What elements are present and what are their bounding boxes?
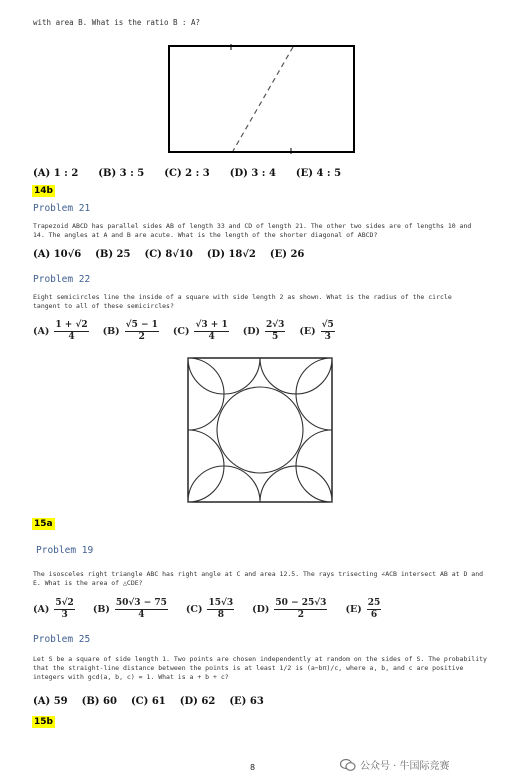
numerator: 1 + √2 — [55, 320, 88, 330]
option-label: (D) — [242, 326, 260, 337]
option-e — [345, 598, 383, 621]
answer-a: (A) 1 : 2 — [33, 168, 79, 179]
answer-b: (B) 60 — [81, 696, 117, 707]
denominator: 6 — [370, 610, 378, 620]
option-label: (C) — [185, 604, 203, 615]
fraction — [194, 320, 228, 343]
wechat-icon — [340, 758, 356, 772]
answer-b: (B) 25 — [95, 249, 131, 260]
semicircles-diagram — [187, 357, 333, 503]
numerator: 5√2 — [55, 598, 74, 608]
problem-21-title: Problem 21 — [33, 203, 91, 214]
page-number: 8 — [250, 763, 256, 772]
option-b — [103, 320, 161, 343]
problem-25-text: Let S be a square of side length 1. Two points are chosen independently at random on the sides of S. The probability that the straight-line distance between the points is at least 1/2 is (a−bπ)/c, where a, b, and c are positive integers with gcd(a, b, c) = 1. What is a + b + c? — [33, 655, 487, 681]
tag-15a: 15a — [34, 519, 53, 529]
answer-d: (D) 3 : 4 — [229, 168, 276, 179]
problem-25-title: Problem 25 — [33, 634, 91, 645]
fraction — [125, 320, 159, 343]
option-label: (B) — [102, 326, 120, 337]
answer-c: (C) 2 : 3 — [164, 168, 210, 179]
answer-e: (E) 4 : 5 — [295, 168, 342, 179]
fraction — [321, 320, 335, 343]
option-c — [173, 320, 231, 343]
fraction — [54, 598, 74, 621]
numerator: √3 + 1 — [195, 320, 228, 330]
option-label: (E) — [299, 326, 316, 337]
option-label: (A) — [33, 326, 50, 337]
answer-d: (D) 62 — [179, 696, 216, 707]
denominator: 3 — [61, 610, 68, 620]
answers-14b — [33, 168, 341, 179]
answers-22 — [33, 320, 349, 343]
option-label: (D) — [252, 604, 270, 615]
option-d — [243, 320, 288, 343]
denominator: 4 — [68, 332, 75, 342]
fraction — [207, 598, 234, 621]
denominator: 5 — [272, 332, 279, 342]
denominator: 4 — [138, 610, 145, 620]
fraction — [367, 598, 382, 621]
answer-a: (A) 10√6 — [33, 249, 82, 260]
fraction — [115, 598, 168, 621]
watermark-text: 公众号 · 牛国际竞赛 — [360, 761, 450, 772]
answers-25 — [33, 696, 264, 707]
problem-22-title: Problem 22 — [33, 274, 91, 285]
option-label: (B) — [92, 604, 110, 615]
answers-19 — [33, 598, 395, 621]
watermark — [340, 757, 450, 772]
intro-text: with area B. What is the ratio B : A? — [33, 18, 201, 27]
fraction — [274, 598, 327, 621]
denominator: 4 — [208, 332, 215, 342]
option-label: (A) — [33, 604, 50, 615]
problem-19-text: The isosceles right triangle ABC has right angle at C and area 12.5. The rays trisecting ∠ACB intersect AB at D and E. What is the area of △CDE? — [33, 570, 484, 587]
answer-b: (B) 3 : 5 — [98, 168, 145, 179]
answer-c: (C) 8√10 — [144, 249, 193, 260]
numerator: 15√3 — [208, 598, 234, 608]
denominator: 2 — [297, 610, 305, 620]
fraction — [54, 320, 88, 343]
problem-19-title: Problem 19 — [36, 545, 94, 556]
answer-d: (D) 18√2 — [206, 249, 256, 260]
problem-22-text: Eight semicircles line the inside of a square with side length 2 as shown. What is the radius of the circle tangent to all of these semicircles? — [33, 293, 452, 310]
answers-21 — [33, 249, 304, 260]
numerator: 2√3 — [265, 320, 285, 330]
answer-c: (C) 61 — [130, 696, 166, 707]
denominator: 2 — [138, 332, 145, 342]
option-label: (C) — [172, 326, 190, 337]
option-c — [186, 598, 236, 621]
tag-15b: 15b — [34, 717, 53, 727]
denominator: 3 — [324, 332, 331, 342]
problem-21-text: Trapezoid ABCD has parallel sides AB of length 33 and CD of length 21. The other two sides are of lengths 10 and 14. The angles at A and B are acute. What is the length of the shorter diagonal of ABCD? — [33, 222, 472, 239]
option-d — [252, 598, 329, 621]
numerator: √5 — [321, 320, 334, 330]
rectangle-diagram — [167, 44, 357, 156]
tag-14b: 14b — [34, 186, 53, 196]
option-b — [93, 598, 170, 621]
option-a — [33, 598, 77, 621]
option-e — [299, 320, 336, 343]
answer-a: (A) 59 — [33, 696, 68, 707]
fraction — [265, 320, 285, 343]
numerator: √5 − 1 — [125, 320, 158, 330]
numerator: 50√3 − 75 — [115, 598, 167, 608]
denominator: 8 — [217, 610, 224, 620]
numerator: 50 − 25√3 — [275, 598, 327, 608]
numerator: 25 — [367, 598, 381, 608]
option-a — [33, 320, 91, 343]
option-label: (E) — [345, 604, 362, 615]
answer-e: (E) 26 — [269, 249, 305, 260]
answer-e: (E) 63 — [229, 696, 264, 707]
